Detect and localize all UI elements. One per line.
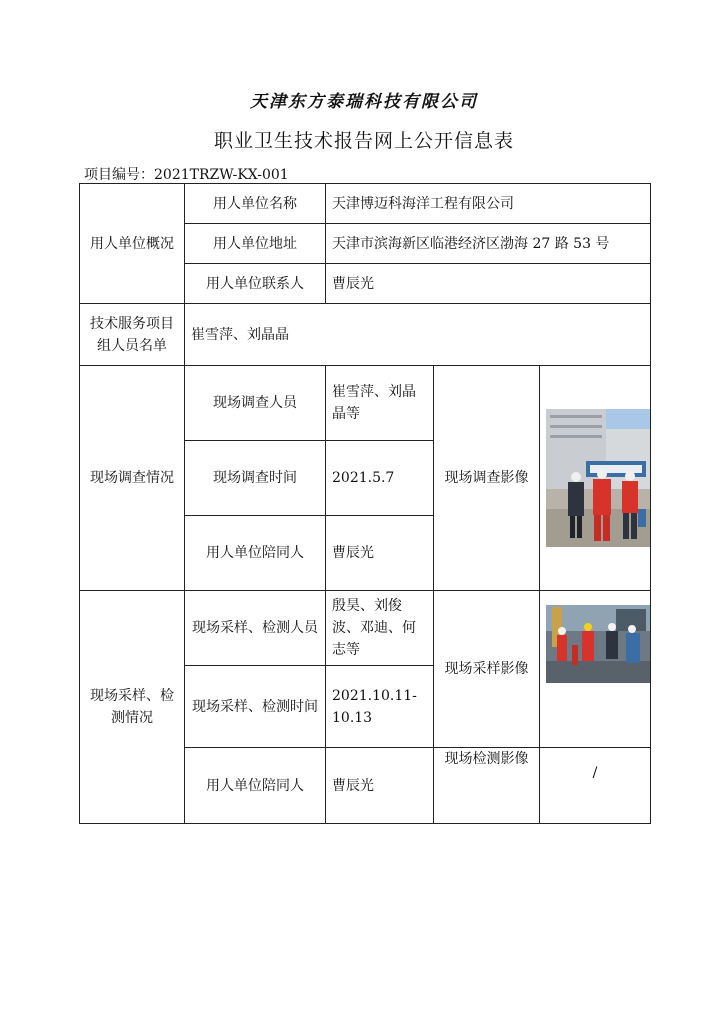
sampling-staff-value: 殷昊、刘俊波、邓迪、何志等: [326, 591, 434, 666]
employer-contact-label: 用人单位联系人: [185, 264, 326, 304]
sampling-escort-value: 曹辰光: [326, 748, 434, 824]
sampling-staff-label: 现场采样、检测人员: [185, 591, 326, 666]
survey-staff-label: 现场调查人员: [185, 366, 326, 441]
sampling-group-label: 现场采样、检测情况: [80, 591, 185, 824]
detection-image-label: 现场检测影像: [434, 748, 540, 824]
company-name: 天津东方泰瑞科技有限公司: [250, 92, 478, 112]
sampling-escort-label: 用人单位陪同人: [185, 748, 326, 824]
survey-escort-value: 曹辰光: [326, 516, 434, 591]
survey-staff-value: 崔雪萍、刘晶晶等: [326, 366, 434, 441]
survey-image-label: 现场调查影像: [434, 366, 540, 591]
sampling-time-label: 现场采样、检测时间: [185, 666, 326, 748]
team-label: 技术服务项目组人员名单: [80, 304, 185, 366]
survey-photo: [546, 409, 650, 547]
survey-time-label: 现场调查时间: [185, 441, 326, 516]
sampling-photo: [546, 605, 650, 683]
survey-group-label: 现场调查情况: [80, 366, 185, 591]
sampling-time-value: 2021.10.11-10.13: [326, 666, 434, 748]
employer-address-label: 用人单位地址: [185, 224, 326, 264]
team-value: 崔雪萍、刘晶晶: [185, 304, 651, 366]
employer-name-label: 用人单位名称: [185, 184, 326, 224]
sampling-photo-image: [546, 605, 650, 683]
project-number: 项目编号：2021TRZW-KX-001: [84, 167, 289, 183]
page-title: 职业卫生技术报告网上公开信息表: [213, 130, 514, 152]
employer-address-value: 天津市滨海新区临港经济区渤海 27 路 53 号: [326, 224, 651, 264]
employer-name-value: 天津博迈科海洋工程有限公司: [326, 184, 651, 224]
sampling-image-label: 现场采样影像: [434, 591, 540, 748]
info-table: [79, 183, 651, 824]
survey-photo-cell: [540, 366, 651, 591]
employer-group-label: 用人单位概况: [80, 184, 185, 304]
survey-time-value: 2021.5.7: [326, 441, 434, 516]
detection-image-value: /: [540, 748, 651, 824]
sampling-photo-cell: [540, 591, 651, 748]
survey-photo-image: [546, 409, 650, 547]
employer-contact-value: 曹辰光: [326, 264, 651, 304]
survey-escort-label: 用人单位陪同人: [185, 516, 326, 591]
